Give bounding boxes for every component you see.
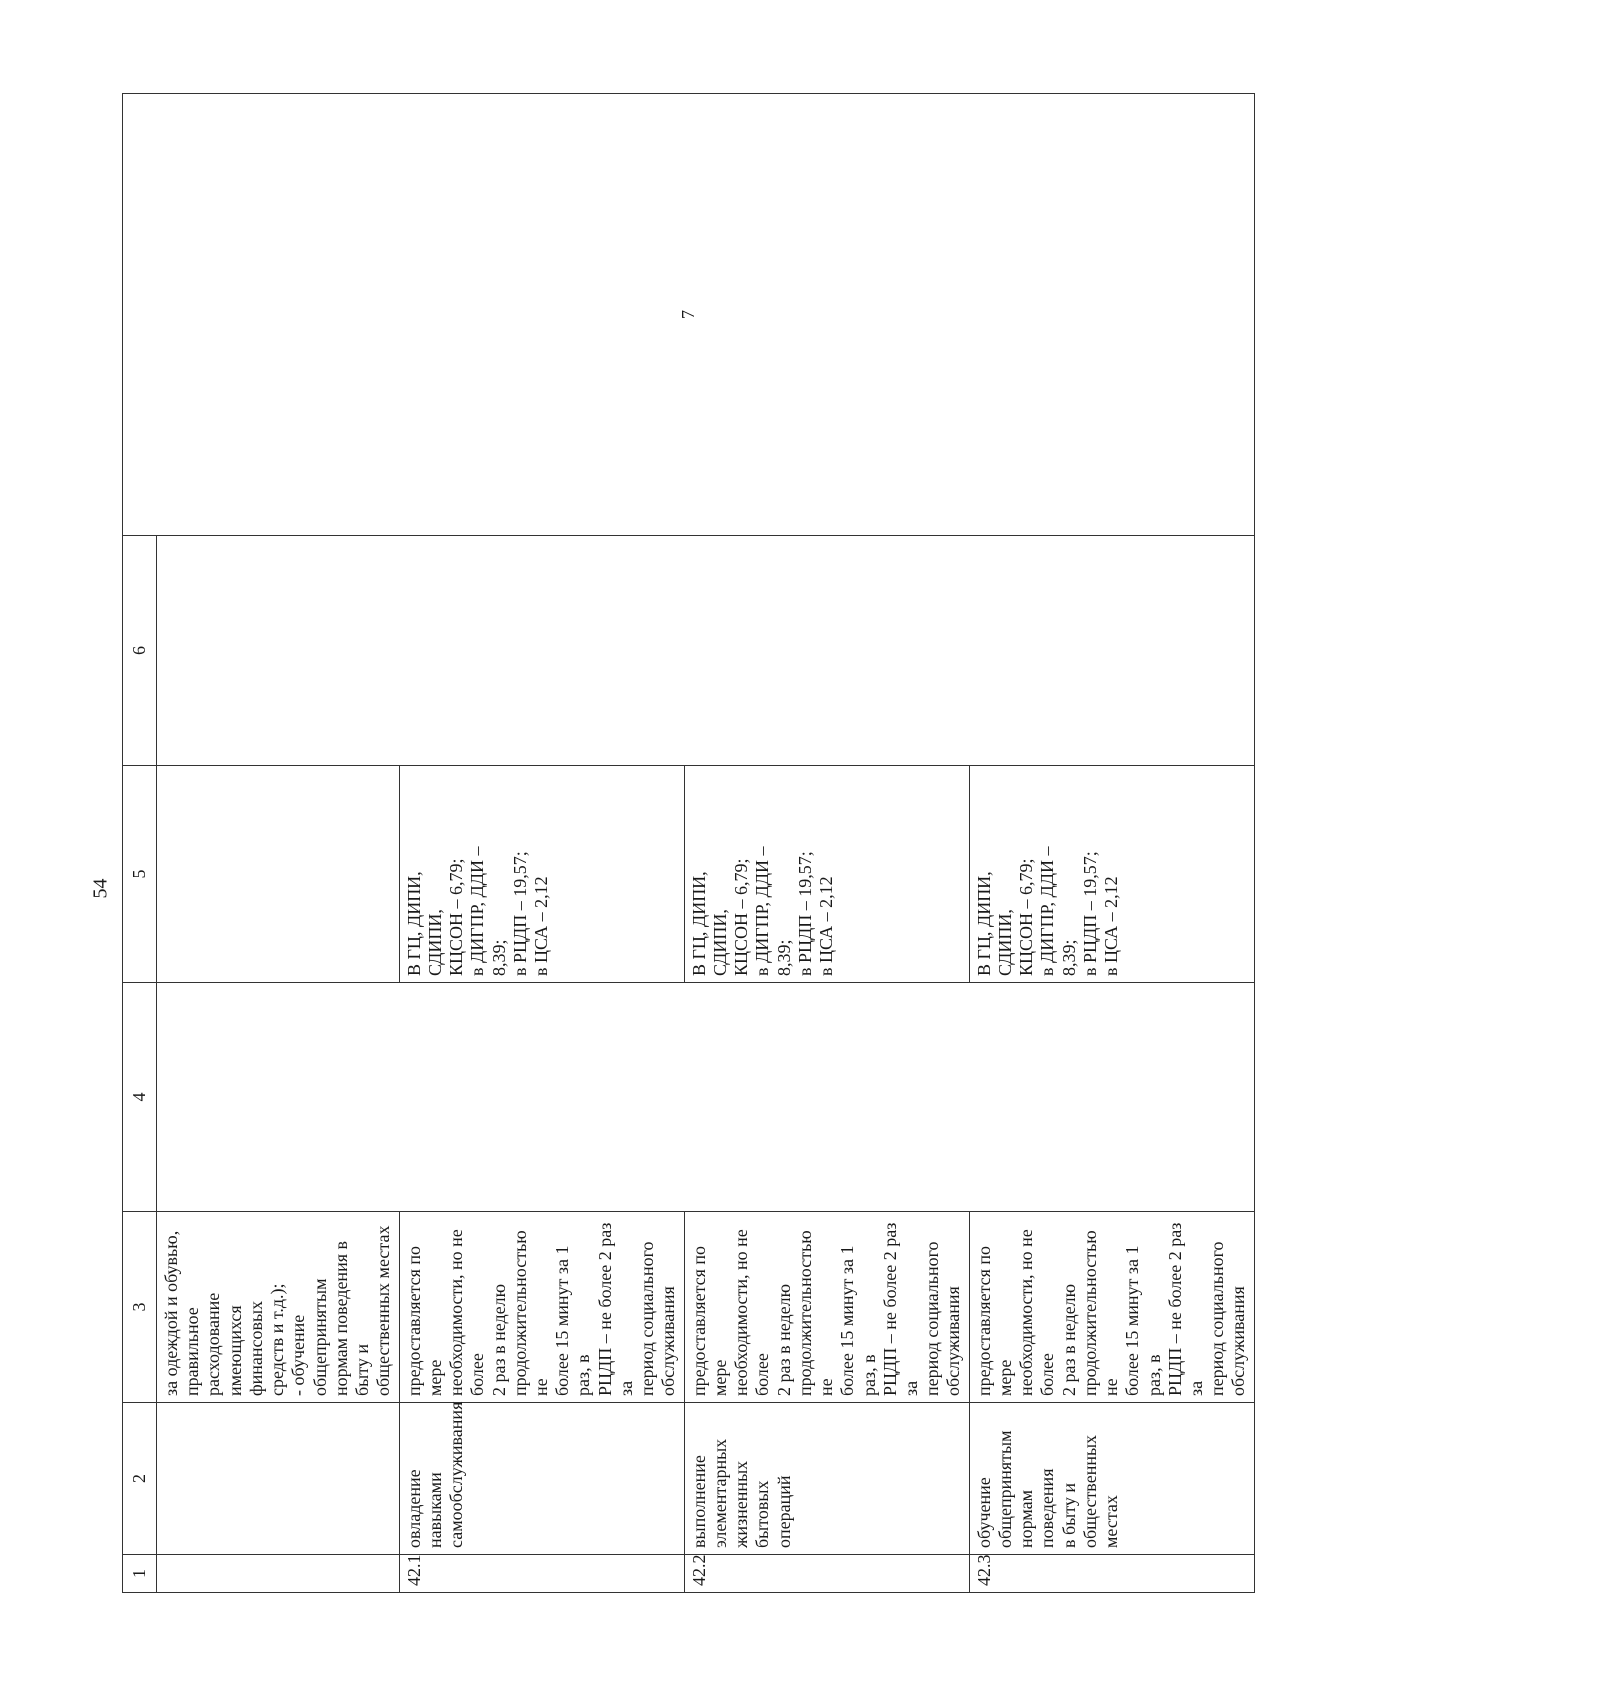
header-col-6: 6	[123, 536, 157, 766]
cell-num: 42.1	[399, 1555, 684, 1593]
cell-description: предоставляется по мере необходимости, но не более 2 раз в неделю продолжительностью не более 15 минут за 1 раз, в РЦДП – не более 2 раз за период социального обслуживания	[684, 1212, 969, 1403]
header-col-4: 4	[123, 983, 157, 1212]
cell-tariff: В ГЦ, ДИПИ, СДИПИ, КЦСОН – 6,79; в ДИГПР, ДДИ – 8,39; в РЦДП – 19,57; в ЦСА – 2,12	[969, 766, 1254, 983]
page-number-text: 54	[89, 878, 112, 898]
cell-tariff	[157, 766, 400, 983]
cell-num	[157, 1555, 400, 1593]
cell-name: овладение навыками самообслуживания	[399, 1403, 684, 1555]
header-col-1: 1	[123, 1555, 157, 1593]
header-col-7: 7	[123, 94, 1255, 536]
rotated-table-area	[122, 93, 1622, 1586]
page-number	[90, 868, 112, 908]
cell-description: предоставляется по мере необходимости, но не более 2 раз в неделю продолжительностью не более 15 минут за 1 раз, в РЦДП – не более 2 раз за период социального обслуживания	[399, 1212, 684, 1403]
cell-name	[157, 1403, 400, 1555]
cell-num: 42.2	[684, 1555, 969, 1593]
cell-description: за одеждой и обувью, правильное расходование имеющихся финансовых средств и т.д.); - обучение общепринятым нормам поведения в быту и общественных местах	[157, 1212, 400, 1403]
header-col-2: 2	[123, 1403, 157, 1555]
cell-tariff: В ГЦ, ДИПИ, СДИПИ, КЦСОН – 6,79; в ДИГПР, ДДИ – 8,39; в РЦДП – 19,57; в ЦСА – 2,12	[684, 766, 969, 983]
cell-col-4	[157, 983, 1255, 1212]
header-col-3: 3	[123, 1212, 157, 1403]
header-col-5: 5	[123, 766, 157, 983]
services-table	[122, 93, 1255, 1593]
header-row	[123, 94, 157, 1593]
landscape-table-container	[122, 93, 1249, 1593]
cell-num: 42.3	[969, 1555, 1254, 1593]
cell-col-6	[157, 536, 1255, 766]
cell-description: предоставляется по мере необходимости, но не более 2 раз в неделю продолжительностью не более 15 минут за 1 раз, в РЦДП – не более 2 раз за период социального обслуживания	[969, 1212, 1254, 1403]
cell-name: обучение общепринятым нормам поведения в быту и общественных местах	[969, 1403, 1254, 1555]
cell-tariff: В ГЦ, ДИПИ, СДИПИ, КЦСОН – 6,79; в ДИГПР, ДДИ – 8,39; в РЦДП – 19,57; в ЦСА – 2,12	[399, 766, 684, 983]
cell-name: выполнение элементарных жизненных бытовых операций	[684, 1403, 969, 1555]
